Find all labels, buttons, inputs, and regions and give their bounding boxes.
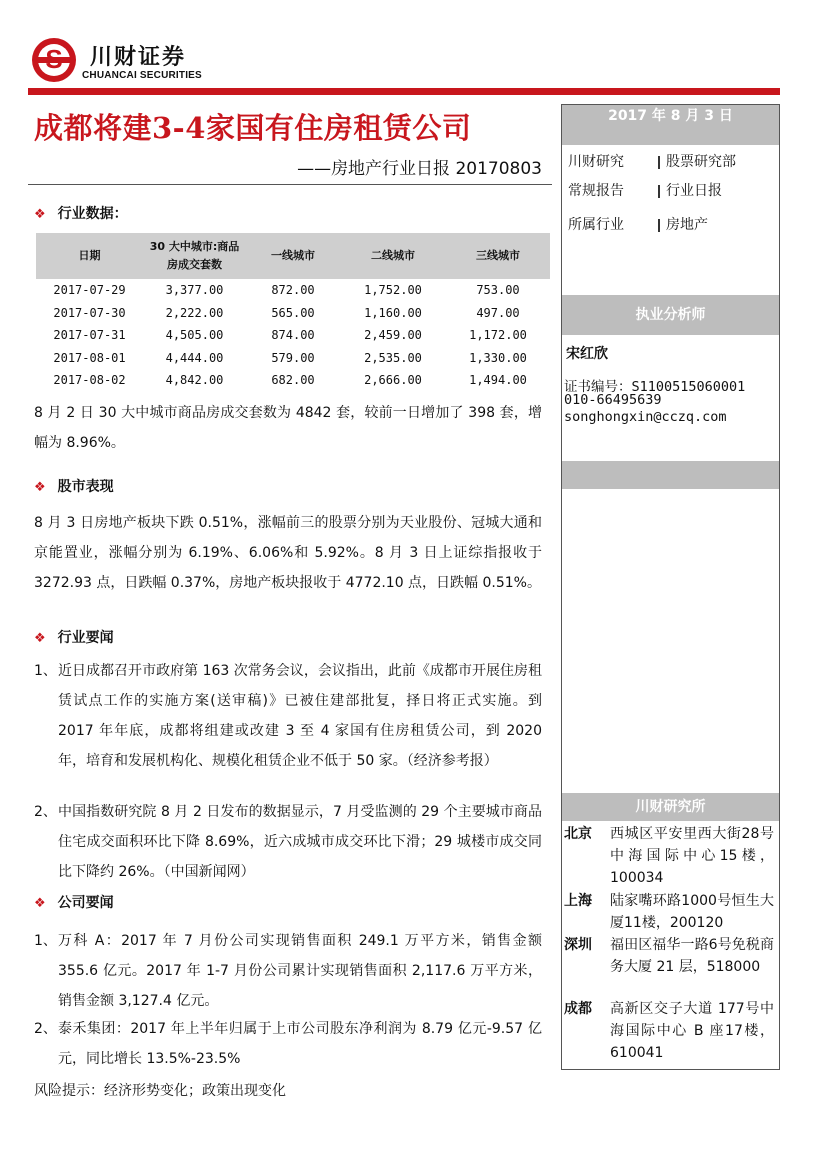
item-number: 2、 bbox=[34, 1021, 57, 1037]
table-row bbox=[36, 302, 550, 325]
address-text: 陆家嘴环路1000号恒生大厦11楼，200120 bbox=[610, 893, 774, 931]
item-text: 泰禾集团：2017 年上半年归属于上市公司股东净利润为 8.79 亿元-9.57 亿元，同比增长 13.5%-23.5% bbox=[58, 1021, 542, 1067]
section-industry-news: ❖ 行业要闻 bbox=[34, 630, 114, 646]
brand-name-en: CHUANCAI SECURITIES bbox=[82, 70, 202, 81]
cell-tier1: 579.00 bbox=[271, 350, 315, 365]
col-header-tier1: 一线城市 bbox=[246, 233, 340, 279]
section-company-news: ❖ 公司要闻 bbox=[34, 895, 114, 911]
cell-date: 2017-07-31 bbox=[53, 328, 126, 343]
cell-tier3: 1,494.00 bbox=[469, 373, 527, 388]
col-header-tier3: 三线城市 bbox=[446, 233, 550, 279]
brand-name-cn: 川财证券 bbox=[90, 45, 187, 70]
cell-tier2: 1,160.00 bbox=[364, 305, 422, 320]
analyst-email: songhongxin@cczq.com bbox=[564, 409, 727, 425]
cell-total: 2,222.00 bbox=[165, 305, 224, 320]
list-item bbox=[34, 1014, 542, 1074]
col-header-total: 30 大中城市:商品房成交套数 bbox=[143, 233, 246, 279]
market-text: 8 月 3 日房地产板块下跌 0.51%，涨幅前三的股票分别为天业股份、冠城大通和京能置业，涨幅分别为 6.19%、6.06%和 5.92%。8 月 3 日上证综指报收于 3272.93 点，日跌幅 0.37%，房地产板块报收于 4772.10 点，日跌幅 0.51%。 bbox=[34, 515, 542, 591]
title-divider bbox=[28, 184, 552, 185]
institute-band: 川财研究所 bbox=[562, 793, 779, 821]
report-title: 成都将建3-4家国有住房租赁公司 bbox=[34, 111, 472, 145]
address-city: 深圳 bbox=[564, 937, 592, 953]
address-city: 北京 bbox=[564, 826, 592, 842]
meta-value: 股票研究部 bbox=[666, 154, 736, 170]
item-number: 1、 bbox=[34, 933, 57, 949]
meta-row bbox=[568, 151, 736, 171]
list-item bbox=[34, 656, 542, 776]
item-text: 中国指数研究院 8 月 2 日发布的数据显示，7 月受监测的 29 个主要城市商品住宅成交面积环比下降 8.69%，近六成城市成交环比下滑；29 城楼市成交同比下降约 26%。（中国新闻网） bbox=[58, 804, 542, 880]
cell-tier1: 872.00 bbox=[271, 283, 315, 298]
table-row bbox=[36, 324, 550, 347]
analyst-band: 执业分析师 bbox=[562, 295, 779, 335]
col-header-tier2: 二线城市 bbox=[340, 233, 446, 279]
diamond-bullet-icon: ❖ bbox=[34, 480, 46, 495]
report-subtitle: ——房地产行业日报 20170803 bbox=[297, 159, 542, 179]
item-number: 2、 bbox=[34, 804, 57, 820]
item-text: 近日成都召开市政府第 163 次常务会议，会议指出，此前《成都市开展住房租赁试点工作的实施方案(送审稿)》已被住建部批复，择日将正式实施。到 2017 年年底，成都将组建或改建 3 至 4 家国有住房租赁公司，到 2020 年，培育和发展机构化、规模化租赁企业不低于 50 家。（经济参考报） bbox=[58, 663, 542, 769]
meta-key: 所属行业 bbox=[568, 217, 624, 233]
cell-total: 4,444.00 bbox=[165, 350, 224, 365]
analyst-phone: 010-66495639 bbox=[564, 392, 662, 408]
cell-date: 2017-08-02 bbox=[53, 373, 126, 388]
cell-tier2: 2,459.00 bbox=[364, 328, 422, 343]
item-number: 1、 bbox=[34, 663, 57, 679]
analyst-name: 宋红欣 bbox=[566, 346, 608, 362]
table-row bbox=[36, 369, 550, 392]
section-stock-market: ❖ 股市表现 bbox=[34, 479, 114, 495]
cell-total: 3,377.00 bbox=[165, 283, 224, 298]
table-row bbox=[36, 347, 550, 370]
cell-date: 2017-07-29 bbox=[53, 283, 126, 298]
transaction-table bbox=[36, 233, 550, 392]
cell-date: 2017-07-30 bbox=[53, 305, 126, 320]
address-text: 西城区平安里西大街28号中海国际中心15楼，100034 bbox=[610, 826, 774, 886]
item-text: 万科 A：2017 年 7 月份公司实现销售面积 249.1 万平方米，销售金额 355.6 亿元。2017 年 1-7 月份公司累计实现销售面积 2,117.6 万平方米，销售金额 3,127.4 亿元。 bbox=[58, 933, 542, 1009]
list-item bbox=[34, 926, 542, 1016]
address-shenzhen bbox=[564, 934, 776, 1000]
header-rule bbox=[28, 88, 780, 95]
company-logo bbox=[32, 38, 76, 82]
diamond-bullet-icon: ❖ bbox=[34, 631, 46, 646]
meta-row bbox=[568, 180, 722, 200]
cell-tier1: 565.00 bbox=[271, 305, 315, 320]
cell-tier1: 874.00 bbox=[271, 328, 315, 343]
info-sidebar bbox=[561, 104, 780, 1070]
address-text: 福田区福华一路6号免税商务大厦 21 层，518000 bbox=[610, 937, 774, 975]
cell-total: 4,842.00 bbox=[165, 373, 224, 388]
col-header-date: 日期 bbox=[36, 233, 143, 279]
diamond-bullet-icon: ❖ bbox=[34, 207, 46, 222]
cell-tier3: 1,330.00 bbox=[469, 350, 527, 365]
table-header-row bbox=[36, 233, 550, 279]
cell-tier2: 2,666.00 bbox=[364, 373, 422, 388]
data-summary: 8 月 2 日 30 大中城市商品房成交套数为 4842 套，较前一日增加了 398 套，增幅为 8.96%。 bbox=[34, 405, 542, 451]
cell-tier2: 2,535.00 bbox=[364, 350, 422, 365]
cell-total: 4,505.00 bbox=[165, 328, 224, 343]
analyst-cert: 证书编号：S1100515060001 bbox=[564, 379, 746, 395]
address-text: 高新区交子大道 177号中海国际中心 B 座17楼，610041 bbox=[610, 1001, 774, 1061]
cell-tier1: 682.00 bbox=[271, 373, 315, 388]
address-shanghai bbox=[564, 890, 776, 934]
report-date: 2017 年 8 月 3 日 bbox=[562, 105, 779, 145]
meta-key: 常规报告 bbox=[568, 183, 624, 199]
cell-tier2: 1,752.00 bbox=[364, 283, 422, 298]
address-city: 上海 bbox=[564, 893, 592, 909]
logo-mark: S bbox=[45, 44, 63, 74]
address-chengdu bbox=[564, 998, 776, 1064]
address-city: 成都 bbox=[564, 1001, 592, 1017]
meta-value: 房地产 bbox=[666, 217, 708, 233]
risk-notice: 风险提示：经济形势变化；政策出现变化 bbox=[34, 1083, 286, 1099]
meta-key: 川财研究 bbox=[568, 154, 624, 170]
cell-date: 2017-08-01 bbox=[53, 350, 126, 365]
gray-band bbox=[562, 461, 779, 489]
diamond-bullet-icon: ❖ bbox=[34, 896, 46, 911]
list-item bbox=[34, 797, 542, 887]
meta-value: 行业日报 bbox=[666, 183, 722, 199]
meta-row bbox=[568, 214, 708, 234]
table-row bbox=[36, 279, 550, 302]
section-industry-data: ❖ 行业数据： bbox=[34, 206, 128, 222]
cell-tier3: 753.00 bbox=[476, 283, 520, 298]
cell-tier3: 1,172.00 bbox=[469, 328, 527, 343]
cell-tier3: 497.00 bbox=[476, 305, 520, 320]
address-beijing bbox=[564, 823, 776, 889]
